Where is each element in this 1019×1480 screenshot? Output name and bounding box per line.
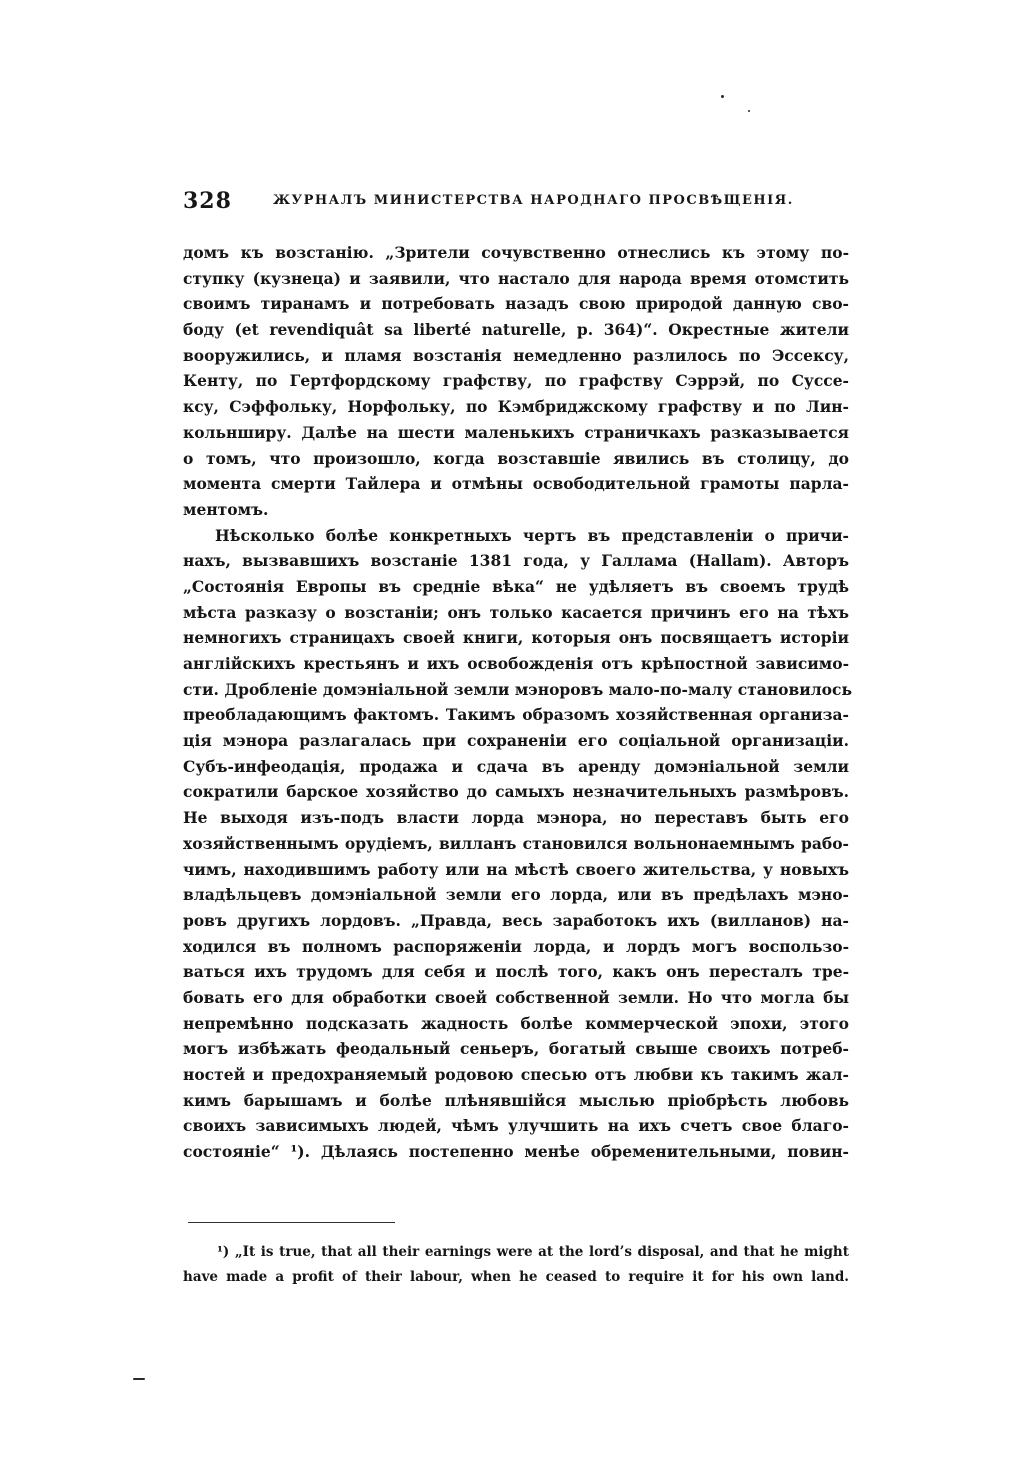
text-line: сти. Дробленіе домэніальной земли мэноровъ мало-по-малу становилось: [183, 679, 852, 699]
text-line: Кенту, по Гертфордскому графству, по графству Сэррэй, по Суссе-: [183, 371, 849, 391]
text-line: мѣста разказу о возстаніи; онъ только касается причинъ его на тѣхъ: [183, 602, 849, 622]
scan-speck: [133, 1378, 145, 1380]
scan-speck: [721, 95, 724, 98]
scan-speck: [748, 110, 750, 112]
text-line: преобладающимъ фактомъ. Такимъ образомъ хозяйственная организа-: [183, 705, 849, 725]
text-line: Субъ-инфеодація, продажа и сдача въ аренду домэніальной земли: [183, 756, 849, 776]
text-line: могъ избѣжать феодальный сеньеръ, богатый свыше своихъ потреб-: [183, 1039, 849, 1059]
text-line: англійскихъ крестьянъ и ихъ освобожденія отъ крѣпостной зависимо-: [183, 654, 849, 673]
text-line: своимъ тиранамъ и потребовать назадъ свою природой данную сво-: [183, 294, 849, 314]
text-line: ностей и предохраняемый родовою спесью отъ любви къ такимъ жал-: [183, 1065, 849, 1084]
text-line: ровъ другихъ лордовъ. „Правда, весь заработокъ ихъ (вилланов) на-: [183, 910, 849, 930]
text-line: хозяйственнымъ орудіемъ, вилланъ становился вольнонаемнымъ рабо-: [183, 833, 849, 853]
text-line: о томъ, что произошло, когда возставшіе явились въ столицу, до: [183, 448, 849, 468]
text-line: своихъ зависимыхъ людей, чѣмъ улучшить на ихъ счетъ свое благо-: [183, 1116, 849, 1136]
text-line: ходился въ полномъ распоряженіи лорда, и лордъ могъ воспользо-: [183, 936, 849, 956]
footnote-line: have made a profit of their labour, when he ceased to require it for his own land.: [183, 1269, 849, 1285]
text-line: ція мэнора разлагалась при сохраненіи его соціальной организаціи.: [183, 731, 849, 751]
text-line: чимъ, находившимъ работу или на мѣстѣ своего жительства, у новыхъ: [183, 859, 849, 879]
text-line: вооружились, и пламя возстанія немедленно разлилось по Эссексу,: [183, 345, 849, 365]
text-line: ментомъ.: [183, 499, 269, 519]
text-line: нахъ, вызвавшихъ возстаніе 1381 года, у Галлама (Hallam). Авторъ: [183, 551, 849, 571]
text-line: сократили барское хозяйство до самыхъ незначительныхъ размѣровъ.: [183, 782, 849, 802]
body-text: [183, 240, 852, 1165]
text-line: Не выходя изъ-подъ власти лорда мэнора, но переставъ быть его: [183, 808, 849, 828]
text-line: кимъ барышамъ и болѣе плѣнявшійся мыслью пріобрѣсть любовь: [183, 1090, 849, 1110]
footnote-line: ¹) „It is true, that all their earnings were at the lord’s disposal, and that he might: [217, 1244, 849, 1260]
page-number: 328: [183, 188, 232, 214]
text-line: владѣльцевъ домэніальной земли его лорда, или въ предѣлахъ мэно-: [183, 885, 849, 905]
text-line: непремѣнно подсказать жадность болѣе коммерческой эпохи, этого: [183, 1013, 849, 1033]
text-line: бовать его для обработки своей собственной земли. Но что могла бы: [183, 987, 849, 1007]
text-line: домъ къ возстанію. „Зрители сочувственно отнеслись къ этому по-: [183, 243, 849, 262]
text-line: ваться ихъ трудомъ для себя и послѣ того, какъ онъ пересталъ тре-: [183, 962, 849, 982]
footnote-divider: [188, 1222, 395, 1223]
text-line: боду (et revendiquât sa liberté naturelle, p. 364)“. Окрестные жители: [183, 320, 849, 340]
footnotes: [183, 1240, 849, 1290]
text-line: момента смерти Тайлера и отмѣны освободительной грамоты парла-: [183, 474, 849, 494]
page-header: [183, 188, 849, 222]
text-line: ксу, Сэффольку, Норфольку, по Кэмбриджскому графству и по Лин-: [183, 397, 849, 417]
text-line: ступку (кузнеца) и заявили, что настало для народа время отомстить: [183, 268, 849, 288]
text-line: немногихъ страницахъ своей книги, которыя онъ посвящаетъ исторіи: [183, 628, 849, 648]
running-title: ЖУРНАЛЪ МИНИСТЕРСТВА НАРОДНАГО ПРОСВѢЩЕНІЯ.: [273, 193, 794, 208]
text-line: „Состоянія Европы въ средніе вѣка“ не удѣляетъ въ своемъ трудѣ: [183, 576, 849, 596]
text-line: состояніе“ ¹). Дѣлаясь постепенно менѣе обременительными, повин-: [183, 1142, 849, 1162]
text-line: кольнширу. Далѣе на шести маленькихъ страничкахъ разказывается: [183, 422, 849, 442]
text-line: Нѣсколько болѣе конкретныхъ чертъ въ представленіи о причи-: [215, 525, 849, 545]
